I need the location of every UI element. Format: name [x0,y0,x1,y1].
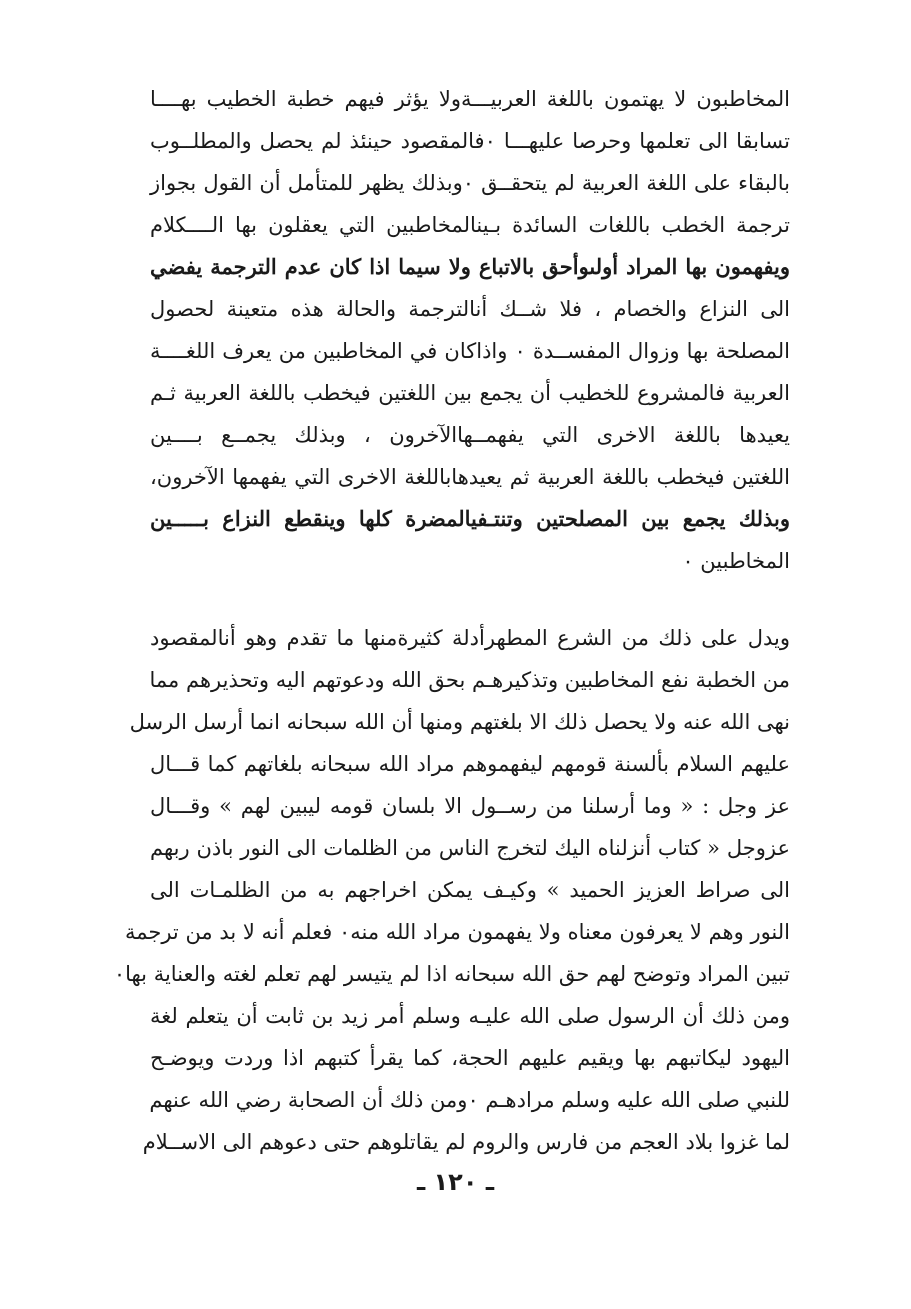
text-line: العربية فالمشروع للخطيب أن يجمع بين اللغتين فيخطب باللغة العربية ثـم [150,381,790,405]
text-line: عز وجل : « وما أرسلنا من رســول الا بلسان قومه ليبين لهم » وقـــال [150,794,790,818]
text-line: المصلحة بها وزوال المفســدة ٠ واذاكان في المخاطبين من يعرف اللغــــة [150,339,790,363]
text-line: الى صراط العزيز الحميد » وكيـف يمكن اخراجهم به من الظلمـات الى [150,878,790,902]
text-line: تسابقا الى تعلمها وحرصا عليهـــا ٠فالمقصود حينئذ لم يحصل والمطلــوب [150,129,790,153]
paragraph-1 [150,78,790,582]
text-line: المخاطبين ٠ [682,549,790,573]
text-line: وبذلك يجمع بين المصلحتين وتنتـفيالمضرة كلها وينقطع النزاع بـــــين [150,506,790,531]
text-line: اليهود ليكاتبهم بها ويقيم عليهم الحجة، كما يقرأ كتبهم اذا وردت ويوضـح [150,1046,790,1070]
text-line: يعيدها باللغة الاخرى التي يفهمــهاالآخرون ، وبذلك يجمــع بــــين [150,423,790,447]
text-line: نهى الله عنه ولا يحصل ذلك الا بلغتهم ومنها أن الله سبحانه انما أرسل الرسل [129,710,790,734]
text-line: تبين المراد وتوضح لهم حق الله سبحانه اذا لم يتيسر لهم تعلم لغته والعناية بها٠ [113,962,790,986]
page-number: ـ ١٢٠ ـ [416,1168,495,1196]
text-line: ترجمة الخطب باللغات السائدة بـينالمخاطبين التي يعقلون بها الــــكلام [150,213,790,237]
paragraph-2 [113,617,790,1163]
text-line: لما غزوا بلاد العجم من فارس والروم لم يقاتلوهم حتى دعوهم الى الاســلام [142,1130,790,1154]
text-line: الى النزاع والخصام ، فلا شــك أنالترجمة والحالة هذه متعينة لحصول [150,297,790,321]
text-line: من الخطبة نفع المخاطبين وتذكيرهـم بحق الله ودعوتهم اليه وتحذيرهم مما [149,668,790,692]
text-line: النور وهم لا يعرفون معناه ولا يفهمون مراد الله منه٠ فعلم أنه لا بد من ترجمة [124,920,790,944]
text-line: عزوجل « كتاب أنزلناه اليك لتخرج الناس من الظلمات الى النور باذن ربهم [150,836,790,860]
text-line: اللغتين فيخطب باللغة العربية ثم يعيدهاباللغة الاخرى التي يفهمها الآخرون، [150,465,790,489]
text-line: للنبي صلى الله عليه وسلم مرادهـم ٠ومن ذلك أن الصحابة رضي الله عنهم [149,1088,790,1112]
text-line: ومن ذلك أن الرسول صلى الله عليـه وسلم أمر زيد بن ثابت أن يتعلم لغة [150,1004,790,1028]
text-line: بالبقاء على اللغة العربية لم يتحقــق ٠وبذلك يظهر للمتأمل أن القول بجواز [150,171,790,195]
text-line: المخاطبون لا يهتمون باللغة العربيـــةولا يؤثر فيهم خطبة الخطيب بهــــا [150,87,790,111]
text-line: عليهم السلام بألسنة قومهم ليفهموهم مراد الله سبحانه بلغاتهم كما قـــال [150,752,790,776]
text-line: ويدل على ذلك من الشرع المطهرأدلة كثيرةمنها ما تقدم وهو أنالمقصود [150,626,790,650]
text-line: ويفهمون بها المراد أولىوأحق بالاتباع ولا سيما اذا كان عدم الترجمة يفضي [150,254,790,279]
